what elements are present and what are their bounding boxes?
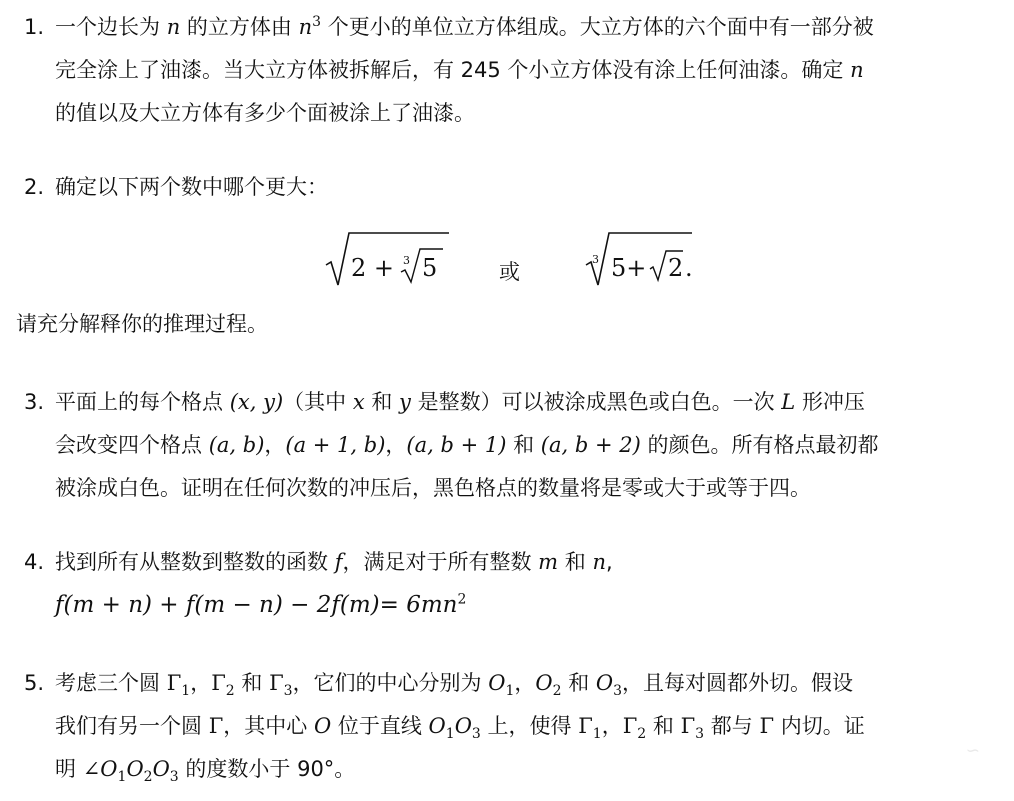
text-fragment: 找到所有从整数到整数的函数 [55,550,328,574]
text-fragment: ，且每对圆都外切。假设 [622,671,854,695]
subscript: 3 [471,726,481,743]
problem-number: 3. [24,390,45,414]
left-formula-inner: 2 + [351,254,395,282]
text-fragment: 完全涂上了油漆。当大立方体被拆解后，有 245 个小立方体没有涂上任何油漆。确定 [55,58,844,82]
text-fragment: 形冲压 [801,390,865,414]
separator: ， [514,671,536,695]
problem-number: 1. [24,15,45,39]
center-symbol: O [152,757,170,781]
problem-4-text [55,541,999,627]
problem-3 [24,381,999,510]
lattice-point: (a, b + 2) [540,433,641,457]
problem-number: 5. [24,671,45,695]
text-fragment: ，满足对于所有整数 [342,550,532,574]
reasoning-note: 请充分解释你的推理过程。 [16,312,268,336]
text-fragment: 和 [568,671,590,695]
text-fragment: 考虑三个圆 [55,671,160,695]
separator: ， [264,433,286,457]
subscript: 1 [117,769,127,786]
right-formula-inner: 5+ [611,254,647,282]
circle-symbol: Γ [208,714,224,738]
center-symbol: O [454,714,472,738]
text-fragment: 和 [564,550,586,574]
center-symbol: O [428,714,446,738]
center-symbol: O [488,671,506,695]
subscript: 2 [143,769,153,786]
separator: ， [385,433,407,457]
problem-5 [24,662,999,791]
center-symbol: O [313,714,332,738]
text-fragment: 明 [55,757,76,781]
math-variable: n [592,550,606,574]
text-fragment: 是整数）可以被涂成黑色或白色。一次 [417,390,775,414]
math-variable: f [334,550,343,574]
text-fragment: 的颜色。所有格点最初都 [647,433,879,457]
lattice-point: (x, y) [229,390,284,414]
text-fragment: 内切。证 [780,714,865,738]
text-fragment: 的度数小于 90°。 [185,757,356,781]
math-exponent: 2 [457,591,467,608]
circle-symbol: Γ [622,714,638,738]
left-formula-root-value: 5 [422,254,438,282]
equation-text: f(m + n) + f(m − n) − 2f(m)= 6mn [55,592,458,618]
lattice-point: (a, b + 1) [406,433,507,457]
text-fragment: ，其中心 [223,714,308,738]
problem-1 [24,6,999,135]
subscript: 2 [637,726,647,743]
right-formula-index: 3 [592,253,599,266]
problem-2 [24,166,999,209]
faint-watermark: ∽ [965,741,980,761]
text-fragment: 和 [652,714,674,738]
right-formula-tail: . [685,254,693,282]
text-fragment: 和 [371,390,393,414]
subscript: 3 [613,683,623,700]
circle-symbol: Γ [759,714,775,738]
text-fragment: , [605,550,613,574]
math-exponent: 3 [312,14,322,30]
text-fragment: ，它们的中心分别为 [292,671,482,695]
functional-equation [55,592,466,618]
lattice-point: (a, b) [208,433,265,457]
problem-2-text: 确定以下两个数中哪个更大： [55,175,328,199]
math-variable: n [298,15,313,39]
text-fragment: 和 [241,671,263,695]
math-variable: L [781,390,796,414]
circle-symbol: Γ [211,671,226,695]
math-variable: y [399,390,411,414]
text-fragment: （其中 [283,390,347,414]
center-symbol: O [100,757,118,781]
right-formula [584,226,699,292]
math-variable: x [352,390,365,414]
problem-3-text [55,381,999,510]
left-formula [324,226,452,292]
separator: ， [601,714,623,738]
subscript: 1 [592,726,602,743]
text-fragment: 会改变四个格点 [55,433,202,457]
text-fragment: 一个边长为 [55,15,160,39]
left-formula-root-index: 3 [403,254,410,267]
problem-number: 4. [24,550,45,574]
math-variable: n [166,15,181,39]
subscript: 3 [695,726,705,743]
text-fragment: 位于直线 [337,714,422,738]
subscript: 1 [505,683,515,700]
center-symbol: O [535,671,553,695]
center-symbol: O [595,671,614,695]
lattice-point: (a + 1, b) [285,433,386,457]
text-fragment: 上，使得 [487,714,572,738]
text-fragment: 平面上的每个格点 [55,390,223,414]
text-fragment: 被涂成白色。证明在任何次数的冲压后，黑色格点的数量将是零或大于或等于四。 [55,476,811,500]
angle-icon: ∠ [82,757,101,781]
subscript: 2 [225,683,235,700]
problem-4 [24,541,999,627]
circle-symbol: Γ [269,671,284,695]
math-variable: m [538,550,559,574]
right-formula-sqrt-value: 2 [668,254,684,282]
text-fragment: 和 [513,433,535,457]
text-fragment: 都与 [710,714,753,738]
math-variable: n [850,58,864,82]
formula-connector: 或 [499,260,520,284]
subscript: 3 [283,683,293,700]
comparison-formulas [0,226,1014,296]
circle-symbol: Γ [578,714,593,738]
text-fragment: 个更小的单位立方体组成。大立方体的六个面中有一部分被 [327,15,874,39]
text-fragment: 我们有另一个圆 [55,714,202,738]
center-symbol: O [126,757,144,781]
text-fragment: 的立方体由 [186,15,292,39]
subscript: 1 [181,683,191,700]
text-fragment: 的值以及大立方体有多少个面被涂上了油漆。 [55,101,475,125]
subscript: 2 [552,683,562,700]
circle-symbol: Γ [166,671,182,695]
separator: ， [190,671,212,695]
subscript: 1 [445,726,455,743]
problem-5-text [55,662,999,791]
problem-number: 2. [24,175,45,199]
problem-1-text [55,6,999,135]
circle-symbol: Γ [680,714,696,738]
subscript: 3 [169,769,179,786]
